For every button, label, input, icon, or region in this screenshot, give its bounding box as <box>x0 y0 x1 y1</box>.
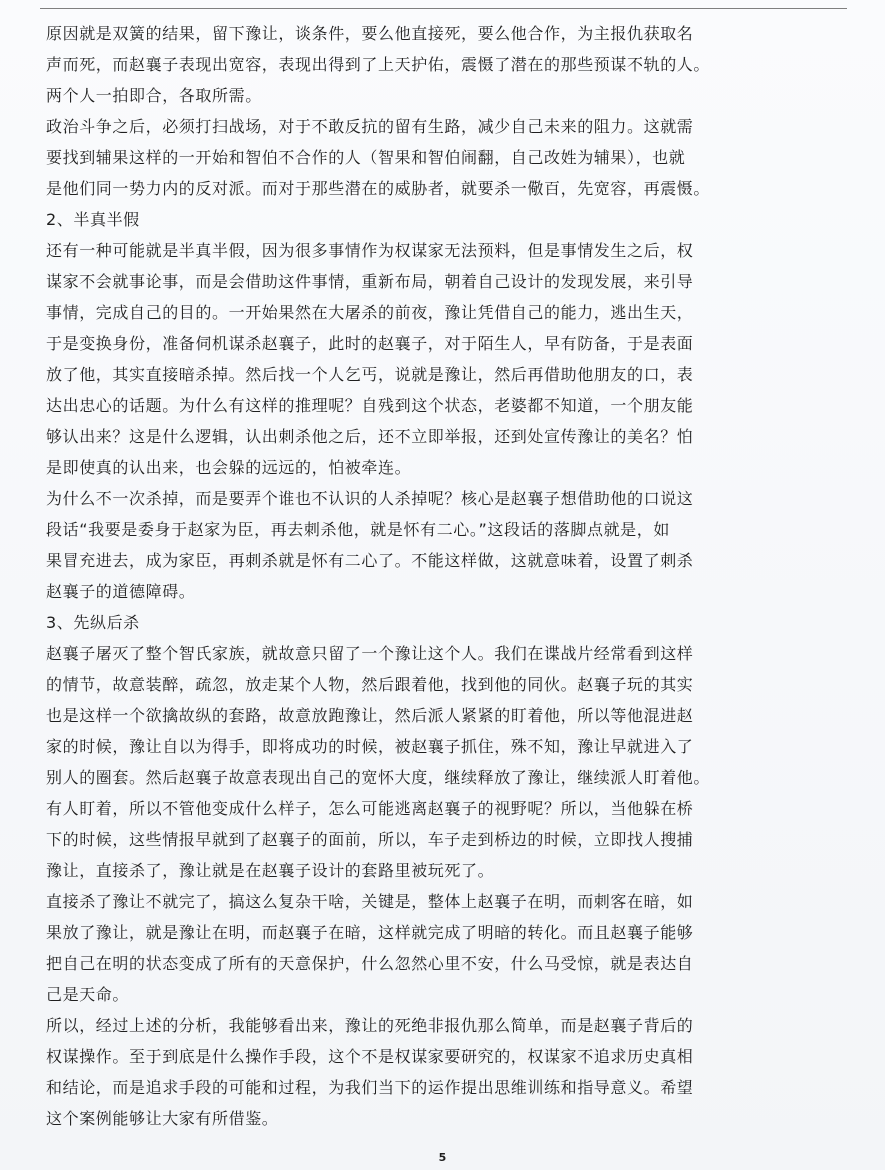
paragraph <box>46 1010 858 1134</box>
text-line: 和结论，而是追求手段的可能和过程，为我们当下的运作提出思维训练和指导意义。希望 <box>46 1078 694 1097</box>
text-line: 豫让，直接杀了，豫让就是在赵襄子设计的套路里被玩死了。 <box>46 861 495 880</box>
paragraph <box>46 235 858 483</box>
text-line: 也是这样一个欲擒故纵的套路，故意放跑豫让，然后派人紧紧的盯着他，所以等他混进赵 <box>46 706 694 725</box>
text-line: 果冒充进去，成为家臣，再刺杀就是怀有二心了。不能这样做，这就意味着，设置了刺杀 <box>46 551 694 570</box>
text-line: 声而死，而赵襄子表现出宽容，表现出得到了上天护佑，震慑了潜在的那些预谋不轨的人。 <box>46 55 711 74</box>
text-line: 把自己在明的状态变成了所有的天意保护，什么忽然心里不安，什么马受惊，就是表达自 <box>46 954 694 973</box>
text-line: 下的时候，这些情报早就到了赵襄子的面前，所以，车子走到桥边的时候，立即找人搜捕 <box>46 830 694 849</box>
section-heading: 3、先纵后杀 <box>46 613 140 632</box>
top-rule <box>40 8 847 9</box>
text-line: 原因就是双簧的结果，留下豫让，谈条件，要么他直接死，要么他合作，为主报仇获取名 <box>46 24 694 43</box>
text-line: 别人的圈套。然后赵襄子故意表现出自己的宽怀大度，继续释放了豫让，继续派人盯着他。 <box>46 768 711 787</box>
text-line: 己是天命。 <box>46 985 130 1004</box>
text-line: 直接杀了豫让不就完了，搞这么复杂干啥，关键是，整体上赵襄子在明，而刺客在暗，如 <box>46 892 694 911</box>
text-line: 段话“我要是委身于赵家为臣，再去刺杀他，就是怀有二心。”这段话的落脚点就是，如 <box>46 520 670 539</box>
text-line: 有人盯着，所以不管他变成什么样子，怎么可能逃离赵襄子的视野呢？所以，当他躲在桥 <box>46 799 694 818</box>
paragraph <box>46 638 858 886</box>
text-line: 放了他，其实直接暗杀掉。然后找一个人乞丐，说就是豫让，然后再借助他朋友的口，表 <box>46 365 694 384</box>
text-line: 还有一种可能就是半真半假，因为很多事情作为权谋家无法预料，但是事情发生之后，权 <box>46 241 694 260</box>
section-heading: 2、半真半假 <box>46 210 140 229</box>
text-line: 的情节，故意装醉，疏忽，放走某个人物，然后跟着他，找到他的同伙。赵襄子玩的其实 <box>46 675 694 694</box>
paragraph <box>46 483 858 607</box>
document-body <box>46 18 858 1134</box>
text-line: 两个人一拍即合，各取所需。 <box>46 86 262 105</box>
text-line: 所以，经过上述的分析，我能够看出来，豫让的死绝非报仇那么简单，而是赵襄子背后的 <box>46 1016 694 1035</box>
text-line: 够认出来？这是什么逻辑，认出刺杀他之后，还不立即举报，还到处宣传豫让的美名？怕 <box>46 427 694 446</box>
text-line: 谋家不会就事论事，而是会借助这件事情，重新布局，朝着自己设计的发现发展，来引导 <box>46 272 694 291</box>
text-line: 家的时候，豫让自以为得手，即将成功的时候，被赵襄子抓住，殊不知，豫让早就进入了 <box>46 737 694 756</box>
text-line: 这个案例能够让大家有所借鉴。 <box>46 1109 279 1128</box>
text-line: 是他们同一势力内的反对派。而对于那些潜在的威胁者，就要杀一儆百，先宽容，再震慑。 <box>46 179 711 198</box>
text-line: 是即使真的认出来，也会躲的远远的，怕被牵连。 <box>46 458 412 477</box>
paragraph <box>46 886 858 1010</box>
text-line: 事情，完成自己的目的。一开始果然在大屠杀的前夜，豫让凭借自己的能力，逃出生天， <box>46 303 694 322</box>
text-line: 为什么不一次杀掉，而是要弄个谁也不认识的人杀掉呢？核心是赵襄子想借助他的口说这 <box>46 489 694 508</box>
text-line: 果放了豫让，就是豫让在明，而赵襄子在暗，这样就完成了明暗的转化。而且赵襄子能够 <box>46 923 694 942</box>
paragraph <box>46 18 858 111</box>
paragraph <box>46 111 858 204</box>
text-line: 达出忠心的话题。为什么有这样的推理呢？自残到这个状态，老婆都不知道，一个朋友能 <box>46 396 694 415</box>
text-line: 于是变换身份，准备伺机谋杀赵襄子，此时的赵襄子，对于陌生人，早有防备，于是表面 <box>46 334 694 353</box>
text-line: 政治斗争之后，必须打扫战场，对于不敢反抗的留有生路，减少自己未来的阻力。这就需 <box>46 117 694 136</box>
text-line: 要找到辅果这样的一开始和智伯不合作的人（智果和智伯闹翻，自己改姓为辅果），也就 <box>46 148 686 167</box>
text-line: 权谋操作。至于到底是什么操作手段，这个不是权谋家要研究的，权谋家不追求历史真相 <box>46 1047 694 1066</box>
page-number: 5 <box>438 1151 447 1164</box>
text-line: 赵襄子的道德障碍。 <box>46 582 196 601</box>
text-line: 赵襄子屠灭了整个智氏家族，就故意只留了一个豫让这个人。我们在谍战片经常看到这样 <box>46 644 694 663</box>
